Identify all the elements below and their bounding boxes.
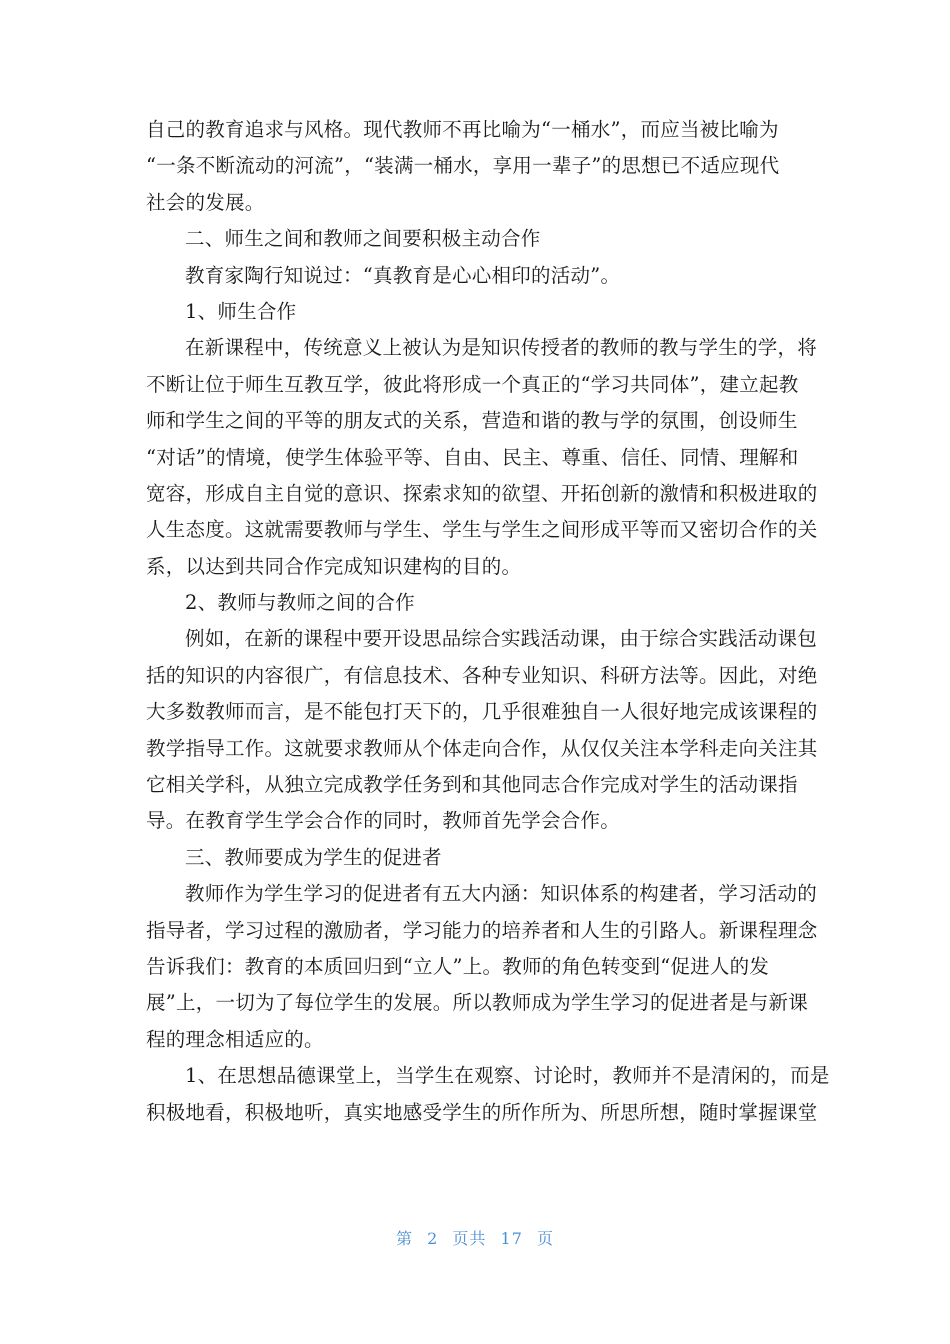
text-line: 指导者，学习过程的激励者，学习能力的培养者和人生的引路人。新课程理念 xyxy=(146,918,818,942)
text-line: 系，以达到共同合作完成知识建构的目的。 xyxy=(146,554,522,578)
text-line: “一条不断流动的河流”，“装满一桶水，享用一辈子”的思想已不适应现代 xyxy=(146,154,780,178)
text-line: 教学指导工作。这就要求教师从个体走向合作，从仅仅关注本学科走向关注其 xyxy=(146,736,818,760)
text-line: 告诉我们：教育的本质回归到“立人”上。教师的角色转变到“促进人的发 xyxy=(146,954,770,978)
text-line: 人生态度。这就需要教师与学生、学生与学生之间形成平等而又密切合作的关 xyxy=(146,518,818,542)
footer-total-pages: 17 xyxy=(500,1229,523,1248)
text-line: 积极地看，积极地听，真实地感受学生的所作所为、所思所想，随时掌握课堂 xyxy=(146,1100,818,1124)
text-line: 师和学生之间的平等的朋友式的关系，营造和谐的教与学的氛围，创设师生 xyxy=(146,409,798,433)
text-line: 社会的发展。 xyxy=(146,190,265,214)
text-line: 例如，在新的课程中要开设思品综合实践活动课，由于综合实践活动课包 xyxy=(185,627,818,651)
text-line: 1、在思想品德课堂上，当学生在观察、讨论时，教师并不是清闲的，而是 xyxy=(185,1064,830,1088)
text-line: 1、师生合作 xyxy=(185,299,297,323)
text-line: “对话”的情境，使学生体验平等、自由、民主、尊重、信任、同情、理解和 xyxy=(146,445,799,469)
footer-page-suffix: 页 xyxy=(536,1229,554,1248)
text-line: 它相关学科，从独立完成教学任务到和其他同志合作完成对学生的活动课指 xyxy=(146,773,798,797)
footer-page-number: 2 xyxy=(427,1229,439,1248)
text-line: 三、教师要成为学生的促进者 xyxy=(185,845,442,869)
page-footer xyxy=(0,1226,950,1249)
text-line: 程的理念相适应的。 xyxy=(146,1027,324,1051)
text-line: 教师作为学生学习的促进者有五大内涵：知识体系的构建者，学习活动的 xyxy=(185,882,818,906)
text-line: 在新课程中，传统意义上被认为是知识传授者的教师的教与学生的学，将 xyxy=(185,336,818,360)
footer-page-label: 第 xyxy=(396,1229,414,1248)
text-line: 括的知识的内容很广，有信息技术、各种专业知识、科研方法等。因此，对绝 xyxy=(146,663,818,687)
text-line: 2、教师与教师之间的合作 xyxy=(185,591,415,615)
footer-total-label: 页共 xyxy=(452,1229,487,1248)
text-line: 展”上，一切为了每位学生的发展。所以教师成为学生学习的促进者是与新课 xyxy=(146,991,808,1015)
text-line: 不断让位于师生互教互学，彼此将形成一个真正的“学习共同体”，建立起教 xyxy=(146,372,799,396)
text-line: 大多数教师而言，是不能包打天下的，几乎很难独自一人很好地完成该课程的 xyxy=(146,700,818,724)
text-line: 二、师生之间和教师之间要积极主动合作 xyxy=(185,227,541,251)
text-line: 教育家陶行知说过：“真教育是心心相印的活动”。 xyxy=(185,263,621,287)
document-body xyxy=(146,112,830,1131)
text-line: 自己的教育追求与风格。现代教师不再比喻为“一桶水”，而应当被比喻为 xyxy=(146,118,779,141)
text-line: 导。在教育学生学会合作的同时，教师首先学会合作。 xyxy=(146,809,621,833)
text-line: 宽容，形成自主自觉的意识、探索求知的欲望、开拓创新的激情和积极进取的 xyxy=(146,481,818,505)
